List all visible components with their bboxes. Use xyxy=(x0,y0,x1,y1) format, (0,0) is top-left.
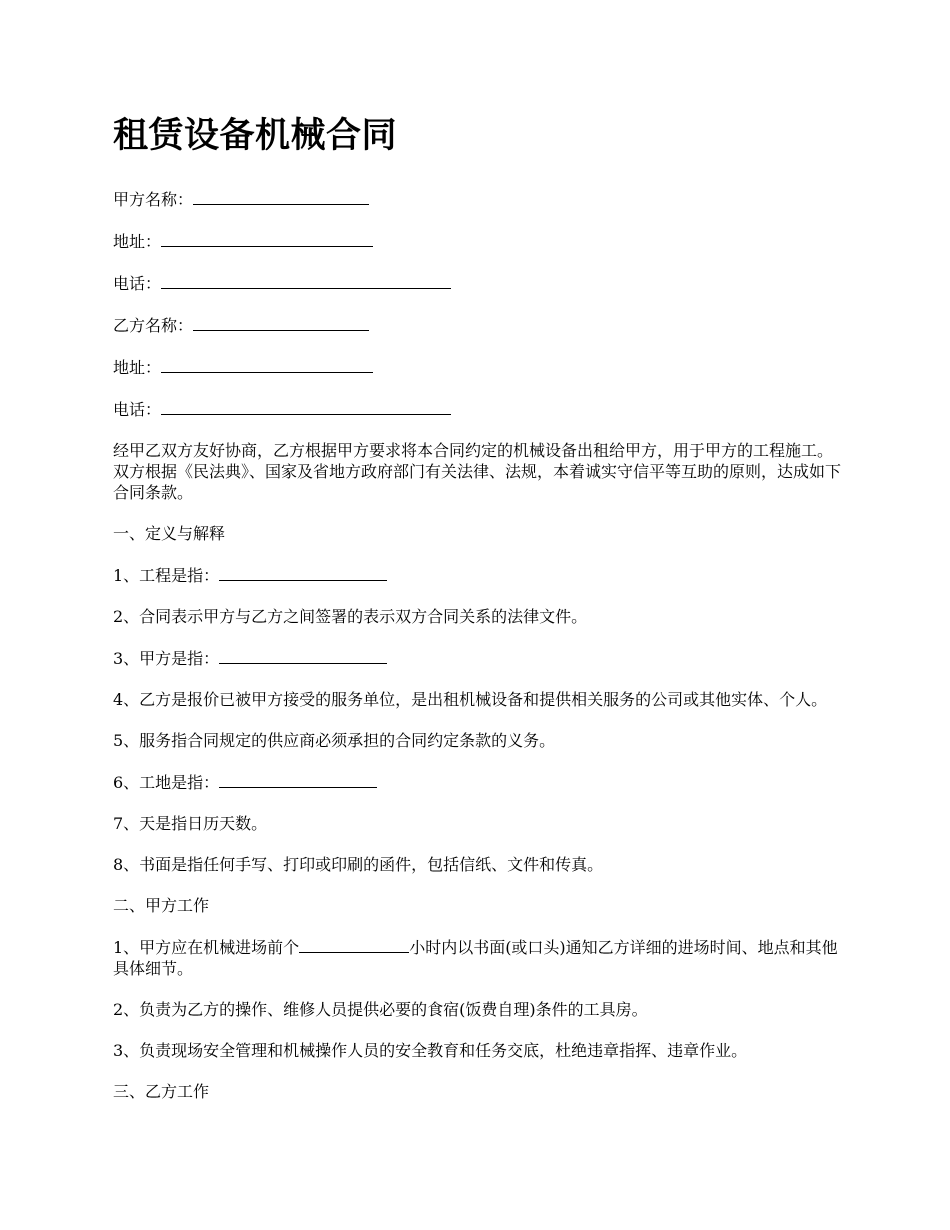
party-a-name-line xyxy=(113,188,848,210)
party-b-address-blank[interactable] xyxy=(161,356,373,373)
party-a-address-blank[interactable] xyxy=(161,230,373,247)
party-a-address-line xyxy=(113,230,848,252)
party-b-address-line xyxy=(113,356,848,378)
section-1-item-1-label: 1、工程是指： xyxy=(113,566,220,585)
document-title: 租赁设备机械合同 xyxy=(113,115,398,156)
section-2-item-3: 3、负责现场安全管理和机械操作人员的安全教育和任务交底，杜绝违章指挥、违章作业。 xyxy=(113,1041,748,1060)
party-b-name-label: 乙方名称： xyxy=(113,316,194,335)
section-1-item-6 xyxy=(113,771,848,793)
section-2-item-1-prefix: 1、甲方应在机械进场前个 xyxy=(113,938,300,957)
section-1-item-3-label: 3、甲方是指： xyxy=(113,649,220,668)
project-blank[interactable] xyxy=(219,564,387,581)
party-a-phone-label: 电话： xyxy=(113,274,162,293)
section-3-heading: 三、乙方工作 xyxy=(113,1082,210,1101)
section-1-item-5: 5、服务指合同规定的供应商必须承担的合同约定条款的义务。 xyxy=(113,731,556,750)
party-b-phone-blank[interactable] xyxy=(161,398,451,415)
party-a-name-label: 甲方名称： xyxy=(113,190,194,209)
party-a-address-label: 地址： xyxy=(113,232,162,251)
section-2-item-1 xyxy=(113,936,848,979)
section-1-item-7: 7、天是指日历天数。 xyxy=(113,814,268,833)
intro-paragraph: 经甲乙双方友好协商，乙方根据甲方要求将本合同约定的机械设备出租给甲方，用于甲方的工程施工。双方根据《民法典》、国家及省地方政府部门有关法律、法规，本着诚实守信平等互助的原则，达成如下合同条款。 xyxy=(113,441,842,502)
party-a-phone-line xyxy=(113,272,848,294)
site-blank[interactable] xyxy=(219,771,377,788)
party-b-phone-label: 电话： xyxy=(113,400,162,419)
section-1-heading: 一、定义与解释 xyxy=(113,524,226,543)
section-1-item-3 xyxy=(113,647,848,669)
section-1-item-2: 2、合同表示甲方与乙方之间签署的表示双方合同关系的法律文件。 xyxy=(113,607,588,626)
party-a-name-blank[interactable] xyxy=(193,188,369,205)
notice-hours-blank[interactable] xyxy=(299,936,409,953)
section-2-item-2: 2、负责为乙方的操作、维修人员提供必要的食宿(饭费自理)条件的工具房。 xyxy=(113,1000,648,1019)
party-a-phone-blank[interactable] xyxy=(161,272,451,289)
party-b-name-blank[interactable] xyxy=(193,314,369,331)
section-2-heading: 二、甲方工作 xyxy=(113,896,210,915)
section-1-item-1 xyxy=(113,564,848,586)
party-b-address-label: 地址： xyxy=(113,358,162,377)
section-1-item-6-label: 6、工地是指： xyxy=(113,773,220,792)
party-b-name-line xyxy=(113,314,848,336)
party-b-phone-line xyxy=(113,398,848,420)
section-2-item-1-suffix: 小时内以书面(或口头)通知乙方详细的进场时间、地点和其他具体细节。 xyxy=(113,938,838,978)
party-a-definition-blank[interactable] xyxy=(219,647,387,664)
section-1-item-8: 8、书面是指任何手写、打印或印刷的函件，包括信纸、文件和传真。 xyxy=(113,855,604,874)
section-1-item-4: 4、乙方是报价已被甲方接受的服务单位，是出租机械设备和提供相关服务的公司或其他实体、个人。 xyxy=(113,690,828,709)
contract-page xyxy=(113,112,848,1122)
